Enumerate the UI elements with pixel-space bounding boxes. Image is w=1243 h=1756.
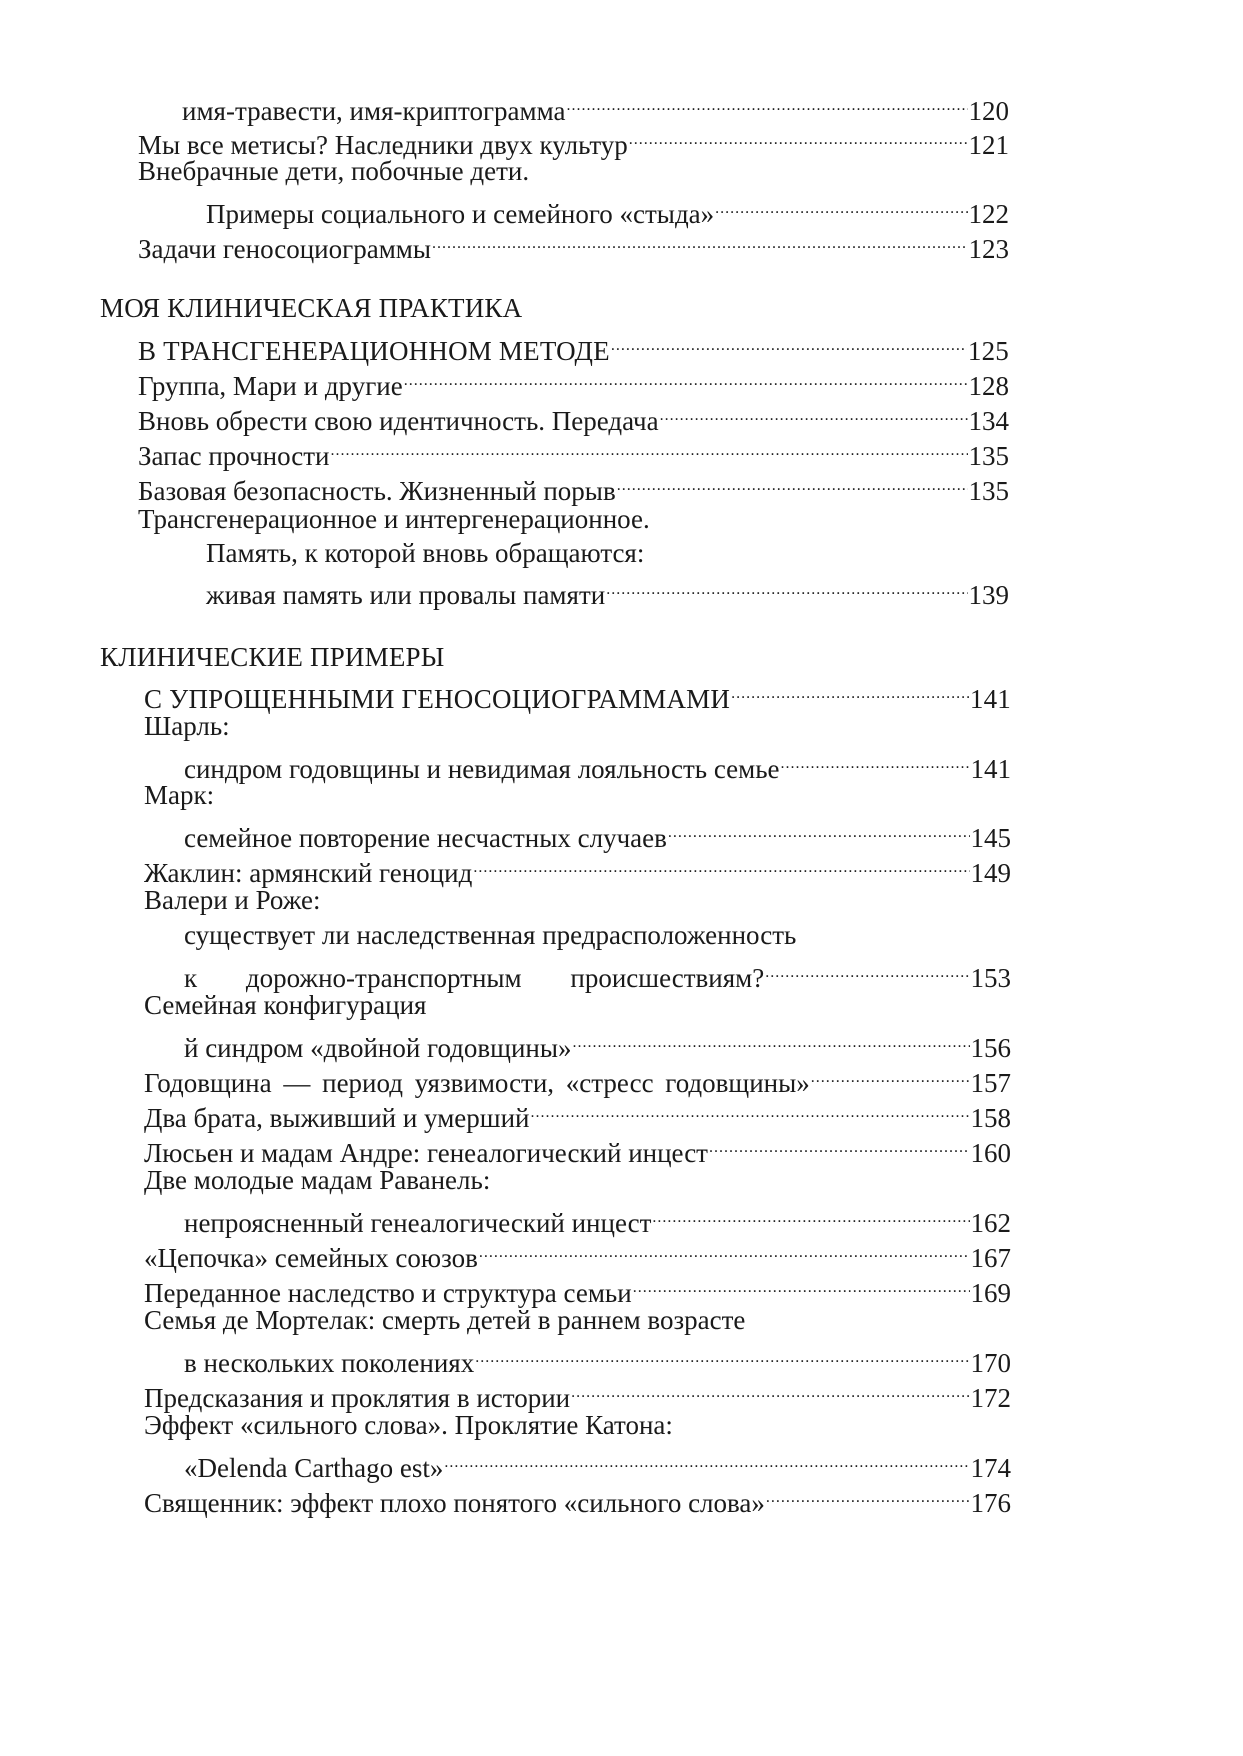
toc-entry (184, 1023, 1011, 1063)
toc-entry (144, 674, 1011, 714)
toc-entry-page: 167 (970, 1243, 1011, 1273)
toc-entry-page: 122 (968, 199, 1009, 229)
toc-entry-title: В ТРАНСГЕНЕРАЦИОННОМ МЕТОДЕ (138, 336, 610, 366)
toc-entry-title: синдром годовщины и невидимая лояльность семье (184, 754, 780, 784)
toc-entry (144, 1478, 1011, 1518)
toc-entry-title: Два брата, выживший и умерший (144, 1103, 530, 1133)
toc-leader-dots (633, 1268, 970, 1302)
toc-entry (184, 918, 1011, 952)
toc-entry-title: Жаклин: армянский геноцид (144, 858, 473, 888)
toc-entry-title: «Delenda Carthago est» (184, 1453, 444, 1483)
toc-leader-dots (475, 1338, 969, 1372)
toc-entry-page: 135 (968, 476, 1009, 506)
toc-entry-title: й синдром «двойной годовщины» (184, 1033, 572, 1063)
toc-leader-dots (781, 744, 970, 778)
toc-leader-dots (668, 813, 970, 847)
toc-entry-page: 160 (970, 1138, 1011, 1168)
toc-leader-dots (617, 466, 968, 500)
toc-entry (144, 1163, 1011, 1197)
toc-entry-page: 128 (968, 371, 1009, 401)
toc-leader-dots (331, 431, 968, 465)
toc-entry-page: 158 (970, 1103, 1011, 1133)
toc-entry-page: 176 (970, 1488, 1011, 1518)
toc-entry (138, 361, 1009, 401)
toc-entry-title: Семья де Мортелак: смерть детей в раннем возрасте (144, 1305, 746, 1335)
toc-entry-title: Память, к которой вновь обращаются: (206, 538, 645, 568)
toc-entry-title: Годовщина — период уязвимости, «стресс годовщины» (144, 1068, 810, 1098)
toc-entry-page: 156 (970, 1033, 1011, 1063)
toc-entry (184, 1443, 1011, 1483)
toc-entry-title: Группа, Мари и другие (138, 371, 403, 401)
toc-leader-dots (660, 396, 968, 430)
toc-entry-page: 172 (970, 1383, 1011, 1413)
toc-entry-page: 141 (970, 754, 1011, 784)
toc-entry-title: Шарль: (144, 711, 230, 741)
toc-entry (144, 1303, 1011, 1337)
toc-entry (206, 570, 1009, 610)
toc-entry (144, 1233, 1011, 1273)
toc-entry-title: Предсказания и проклятия в истории (144, 1383, 571, 1413)
toc-entry (184, 813, 1011, 853)
toc-entry-title: Эффект «сильного слова». Проклятие Катона: (144, 1410, 673, 1440)
toc-section-title: КЛИНИЧЕСКИЕ ПРИМЕРЫ (100, 642, 445, 672)
toc-entry-title: С УПРОЩЕННЫМИ ГЕНОСОЦИОГРАММАМИ (144, 684, 731, 714)
toc-entry-page: 135 (968, 441, 1009, 471)
toc-leader-dots (444, 1443, 969, 1477)
toc-entry-title: Внебрачные дети, побочные дети. (138, 156, 530, 186)
toc-entry (144, 848, 1011, 888)
toc-entry-page: 149 (970, 858, 1011, 888)
toc-entry-page: 153 (970, 963, 1011, 993)
toc-entry-page: 145 (970, 823, 1011, 853)
toc-entry-title: Запас прочности (138, 441, 330, 471)
toc-entry (138, 431, 1009, 471)
toc-entry-page: 123 (968, 234, 1009, 264)
toc-entry-title: Две молодые мадам Раванель: (144, 1165, 491, 1195)
toc-entry (184, 744, 1011, 784)
toc-leader-dots (811, 1058, 970, 1092)
toc-entry (184, 953, 1011, 993)
toc-entry (144, 1408, 1011, 1442)
toc-entry-title: «Цепочка» семейных союзов (144, 1243, 478, 1273)
toc-entry-title: к дорожно-транспортным происшествиям? (184, 963, 765, 993)
toc-entry-page: 157 (970, 1068, 1011, 1098)
toc-leader-dots (731, 674, 969, 708)
toc-entry-page: 121 (968, 130, 1009, 160)
toc-leader-dots (566, 86, 967, 120)
toc-entry (138, 466, 1009, 506)
toc-entry-page: 139 (968, 580, 1009, 610)
toc-entry-title: Базовая безопасность. Жизненный порыв (138, 476, 616, 506)
toc-section-title: МОЯ КЛИНИЧЕСКАЯ ПРАКТИКА (100, 293, 523, 323)
toc-leader-dots (629, 120, 968, 154)
toc-entry-title: Трансгенерационное и интергенерационное. (138, 504, 650, 534)
toc-entry-page: 141 (969, 684, 1011, 714)
toc-entry-title: Задачи геносоциограммы (138, 234, 432, 264)
toc-entry (138, 502, 1009, 536)
toc-entry-page: 134 (968, 406, 1009, 436)
toc-entry-title: имя-травести, имя-криптограмма (182, 96, 566, 126)
toc-leader-dots (572, 1023, 969, 1057)
toc-section-heading (100, 640, 1009, 674)
toc-entry (138, 224, 1009, 264)
toc-entry-title: Примеры социального и семейного «стыда» (206, 199, 715, 229)
toc-entry (184, 1198, 1011, 1238)
toc-leader-dots (611, 326, 967, 360)
toc-entry-title: живая память или провалы памяти (206, 580, 606, 610)
toc-entry (206, 189, 1009, 229)
toc-entry-title: Переданное наследство и структура семьи (144, 1278, 632, 1308)
toc-leader-dots (479, 1233, 970, 1267)
toc-entry-title: Семейная конфигурация (144, 990, 427, 1020)
toc-entry-page: 174 (970, 1453, 1011, 1483)
toc-entry-title: Вновь обрести свою идентичность. Передача (138, 406, 659, 436)
toc-entry-page: 169 (970, 1278, 1011, 1308)
toc-leader-dots (530, 1093, 969, 1127)
toc-entry (144, 883, 1011, 917)
toc-entry-title: семейное повторение несчастных случаев (184, 823, 667, 853)
toc-entry-title: в нескольких поколениях (184, 1348, 475, 1378)
toc-entry (144, 1128, 1011, 1168)
toc-section-heading (100, 291, 1009, 325)
toc-entry-title: непроясненный генеалогический инцест (184, 1208, 652, 1238)
toc-entry (184, 1338, 1011, 1378)
toc-leader-dots (571, 1373, 969, 1407)
toc-leader-dots (404, 361, 968, 395)
toc-entry (144, 988, 1011, 1022)
toc-entry (138, 326, 1009, 366)
toc-entry (138, 154, 1009, 188)
toc-entry-page: 170 (970, 1348, 1011, 1378)
toc-entry-title: существует ли наследственная предрасположенность (184, 920, 797, 950)
toc-entry (182, 86, 1009, 126)
toc-entry-page: 162 (970, 1208, 1011, 1238)
toc-entry-page: 125 (967, 336, 1009, 366)
toc-entry (144, 1268, 1011, 1308)
toc-entry (144, 1373, 1011, 1413)
toc-entry-title: Священник: эффект плохо понятого «сильного слова» (144, 1488, 765, 1518)
toc-entry (138, 120, 1009, 160)
toc-leader-dots (652, 1198, 969, 1232)
toc-entry-title: Валери и Роже: (144, 885, 321, 915)
toc-leader-dots (606, 570, 967, 604)
toc-entry-title: Мы все метисы? Наследники двух культур (138, 130, 628, 160)
toc-entry (144, 1058, 1011, 1098)
toc-entry-page: 120 (968, 96, 1009, 126)
toc-leader-dots (766, 1478, 970, 1512)
toc-leader-dots (715, 189, 967, 223)
toc-entry (206, 536, 1009, 570)
toc-entry-title: Люсьен и мадам Андре: генеалогический инцест (144, 1138, 708, 1168)
toc-entry (144, 1093, 1011, 1133)
toc-leader-dots (432, 224, 967, 258)
toc-entry (144, 778, 1011, 812)
toc-entry-title: Марк: (144, 780, 215, 810)
toc-entry (144, 709, 1011, 743)
toc-leader-dots (709, 1128, 970, 1162)
toc-entry (138, 396, 1009, 436)
toc-leader-dots (765, 953, 969, 987)
toc-leader-dots (473, 848, 969, 882)
